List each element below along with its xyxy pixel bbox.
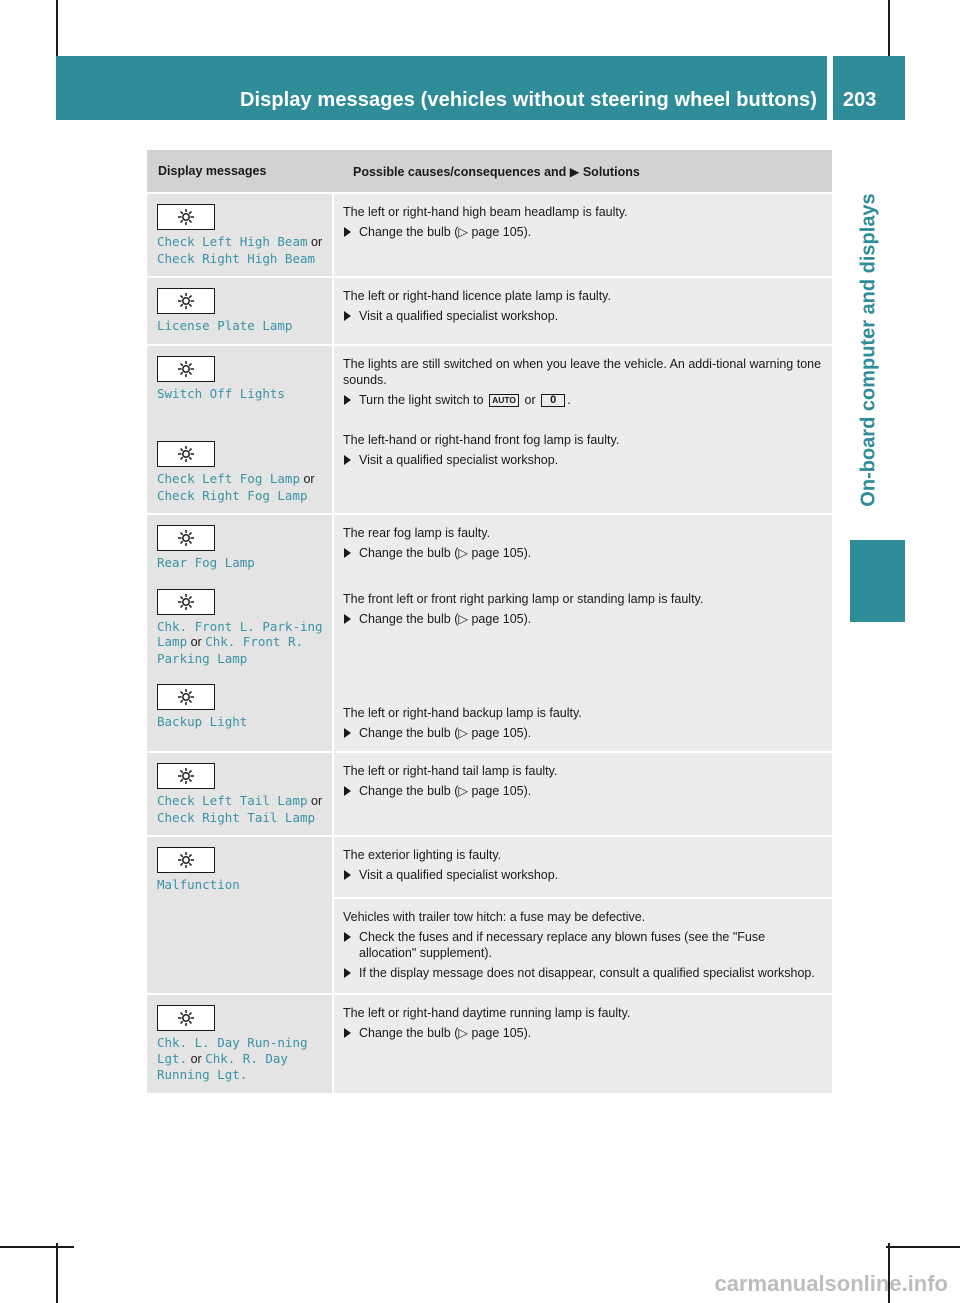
bulb-icon bbox=[157, 684, 215, 710]
cause-text: The exterior lighting is faulty. bbox=[343, 848, 502, 862]
message-cell bbox=[147, 753, 334, 835]
bulb-icon bbox=[157, 589, 215, 615]
arrow-right-icon bbox=[344, 786, 351, 796]
watermark: carmanualsonline.info bbox=[714, 1271, 948, 1296]
page-number: 203 bbox=[843, 89, 877, 111]
solution-cell bbox=[334, 837, 832, 993]
header-bar bbox=[56, 56, 827, 120]
solution-cell bbox=[334, 346, 832, 514]
cause-text: The left or right-hand high beam headlamp is faulty. bbox=[343, 205, 628, 219]
cause-text: The left or right-hand backup lamp is faulty. bbox=[343, 706, 582, 720]
message-cell bbox=[147, 837, 334, 993]
cause-text: The lights are still switched on when you leave the vehicle. An addi-tional warning tone sounds. bbox=[343, 356, 822, 387]
arrow-right-icon bbox=[344, 932, 351, 942]
arrow-right-icon bbox=[344, 311, 351, 321]
table-header-row bbox=[147, 150, 832, 192]
solution-entry bbox=[343, 204, 824, 240]
bulb-icon bbox=[157, 441, 215, 467]
message-entry bbox=[157, 847, 326, 893]
message-entry bbox=[157, 589, 326, 667]
table-row bbox=[147, 276, 832, 344]
display-message: Check Left High Beam or Check Right High Beam bbox=[157, 234, 323, 266]
bulb-icon bbox=[157, 763, 215, 789]
table-row bbox=[147, 513, 832, 751]
bulb-icon bbox=[157, 525, 215, 551]
arrow-right-icon bbox=[344, 614, 351, 624]
bulb-icon bbox=[157, 847, 215, 873]
solution-step: Change the bulb (▷ page 105). bbox=[343, 1025, 824, 1041]
display-message: Chk. L. Day Run-ning Lgt. or Chk. R. Day Running Lgt. bbox=[157, 1035, 308, 1082]
message-cell bbox=[147, 346, 334, 514]
section-title: On-board computer and displays bbox=[857, 193, 880, 507]
solution-entry bbox=[343, 705, 824, 741]
crop-mark bbox=[886, 1246, 960, 1248]
solution-cell bbox=[334, 995, 832, 1093]
arrow-right-icon bbox=[344, 1028, 351, 1038]
page-title: Display messages (vehicles without steering wheel buttons) bbox=[239, 89, 817, 111]
solution-entry bbox=[334, 837, 832, 897]
table-row bbox=[147, 751, 832, 835]
display-message: License Plate Lamp bbox=[157, 318, 293, 333]
cause-text: The left or right-hand daytime running lamp is faulty. bbox=[343, 1006, 631, 1020]
section-tab-marker bbox=[850, 540, 905, 622]
solution-entry bbox=[343, 356, 824, 408]
crop-mark bbox=[56, 0, 58, 56]
solution-cell bbox=[334, 753, 832, 835]
message-cell bbox=[147, 995, 334, 1093]
message-entry bbox=[157, 525, 326, 571]
table-row bbox=[147, 835, 832, 993]
cause-text: The front left or front right parking lamp or standing lamp is faulty. bbox=[343, 592, 704, 606]
page-number-box bbox=[833, 56, 905, 120]
table-row bbox=[147, 192, 832, 276]
light-switch-off-symbol: 0 bbox=[541, 394, 565, 407]
solution-step: Change the bulb (▷ page 105). bbox=[343, 783, 824, 799]
table-row bbox=[147, 344, 832, 514]
arrow-right-icon bbox=[344, 455, 351, 465]
solution-cell bbox=[334, 515, 832, 751]
solution-step: Change the bulb (▷ page 105). bbox=[343, 611, 824, 627]
cause-text: Vehicles with trailer tow hitch: a fuse may be defective. bbox=[343, 910, 646, 924]
crop-mark bbox=[0, 1246, 74, 1248]
arrow-right-icon bbox=[344, 870, 351, 880]
bulb-icon bbox=[157, 204, 215, 230]
solution-step: Turn the light switch to AUTO or 0 . bbox=[343, 392, 824, 408]
display-message: Switch Off Lights bbox=[157, 385, 285, 401]
solution-step: Change the bulb (▷ page 105). bbox=[343, 545, 824, 561]
message-cell bbox=[147, 515, 334, 751]
solution-step: Visit a qualified specialist workshop. bbox=[343, 308, 824, 324]
solution-step: If the display message does not disappear, consult a qualified specialist workshop. bbox=[343, 965, 824, 981]
message-entry bbox=[157, 684, 326, 730]
solution-entry bbox=[343, 288, 824, 324]
solution-step: Change the bulb (▷ page 105). bbox=[343, 224, 824, 240]
display-message: Backup Light bbox=[157, 714, 248, 729]
cause-text: The left or right-hand licence plate lamp is faulty. bbox=[343, 289, 611, 303]
message-cell bbox=[147, 194, 334, 276]
bulb-icon bbox=[157, 1005, 215, 1031]
solution-entry bbox=[343, 591, 824, 627]
message-cell bbox=[147, 278, 334, 344]
message-entry bbox=[157, 441, 326, 503]
solution-entry bbox=[334, 899, 832, 993]
arrow-right-icon bbox=[344, 728, 351, 738]
message-entry bbox=[157, 1005, 326, 1083]
column-header-messages: Display messages bbox=[158, 164, 267, 178]
side-section-band bbox=[833, 120, 905, 530]
cause-text: The left or right-hand tail lamp is faulty. bbox=[343, 764, 558, 778]
arrow-right-icon bbox=[344, 395, 351, 405]
solution-step: Visit a qualified specialist workshop. bbox=[343, 452, 824, 468]
cause-text: The rear fog lamp is faulty. bbox=[343, 526, 491, 540]
message-entry bbox=[157, 204, 326, 266]
message-entry bbox=[157, 763, 326, 825]
bulb-icon bbox=[157, 356, 215, 382]
arrow-right-icon bbox=[344, 548, 351, 558]
display-messages-table bbox=[147, 150, 832, 1093]
solution-cell bbox=[334, 278, 832, 344]
arrow-right-icon bbox=[344, 968, 351, 978]
crop-mark bbox=[888, 0, 890, 56]
solution-step: Visit a qualified specialist workshop. bbox=[343, 867, 824, 883]
solution-step: Check the fuses and if necessary replace any blown fuses (see the "Fuse allocation" supplement). bbox=[343, 929, 824, 961]
display-message: Malfunction bbox=[157, 877, 240, 892]
message-entry bbox=[157, 288, 326, 334]
message-entry bbox=[157, 356, 326, 402]
display-message: Check Left Fog Lamp or Check Right Fog Lamp bbox=[157, 471, 315, 503]
bulb-icon bbox=[157, 288, 215, 314]
column-header-solutions: Possible causes/consequences and ▶ Solutions bbox=[353, 164, 640, 179]
arrow-right-icon bbox=[344, 227, 351, 237]
crop-mark bbox=[56, 1243, 58, 1303]
solution-entry bbox=[343, 1005, 824, 1041]
solution-entry bbox=[343, 525, 824, 561]
solution-step: Change the bulb (▷ page 105). bbox=[343, 725, 824, 741]
solution-entry bbox=[343, 763, 824, 799]
cause-text: The left-hand or right-hand front fog lamp is faulty. bbox=[343, 432, 620, 447]
display-message: Rear Fog Lamp bbox=[157, 555, 255, 570]
display-message: Chk. Front L. Park-ing Lamp or Chk. Front R. Parking Lamp bbox=[157, 618, 323, 666]
solution-cell bbox=[334, 194, 832, 276]
light-switch-auto-symbol: AUTO bbox=[489, 394, 519, 407]
solution-entry bbox=[343, 432, 824, 468]
display-message: Check Left Tail Lamp or Check Right Tail Lamp bbox=[157, 793, 323, 825]
table-row bbox=[147, 993, 832, 1093]
